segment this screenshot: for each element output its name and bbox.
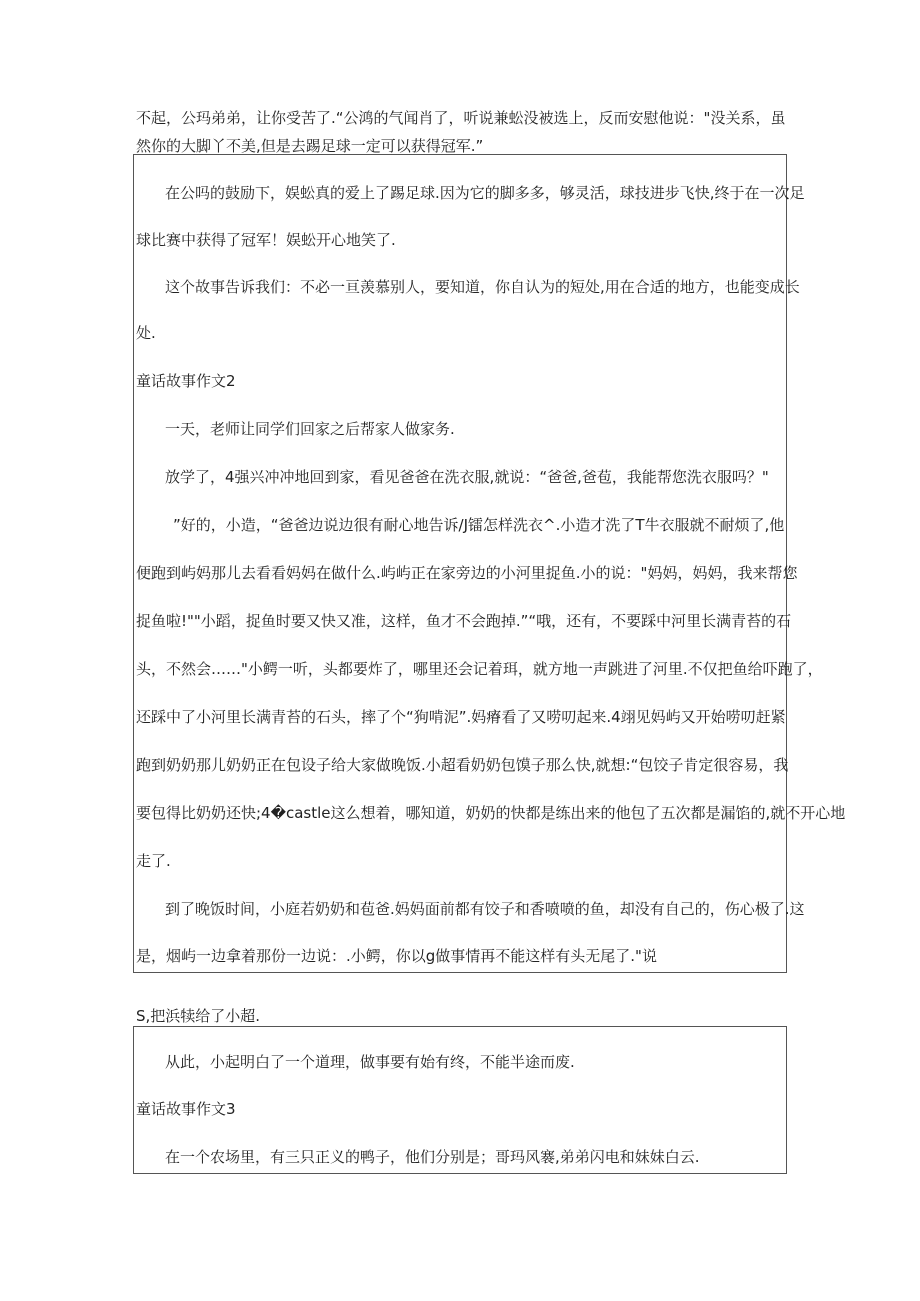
- box1-para5-line7: 要包得比奶奶还快;4�castle这么想着，哪知道，奶奶的快都是练出来的他包了五次都是漏馅的,就不开心地: [136, 804, 846, 822]
- box2-para1: 从此，小起明白了一个道理，做事要有始有终，不能半途而废.: [165, 1053, 575, 1071]
- box1-para5-line6: 跑到奶奶那儿奶奶正在包设子给大家做晚饭.小超看奶奶包馍子那么快,就想:“包饺子肯定很容易，我: [136, 756, 789, 774]
- box1-para5-line4: 头，不然会……"小鳄一听，头都要炸了，哪里还会记着珥，就方地一声跳进了河里.不仅把鱼给吓跑了，: [136, 660, 823, 678]
- box1-para4: 放学了，4强兴冲冲地回到家，看见爸爸在洗衣服,就说：“爸爸,爸苞，我能帮您洗衣服吗？": [165, 468, 769, 486]
- box1-para5-line5: 还踩中了小河里长满青苔的石头，摔了个“狗啃泥”.妈瘠看了又唠叨起来.4翊见妈屿又开始唠叨赶紧: [136, 708, 786, 726]
- box1-para2-line1: 这个故事告诉我们：不必一亘羡慕别人，要知道，你自认为的短处,用在合适的地方，也能变成长: [165, 278, 800, 296]
- box1-para5-line3: 捉鱼啦!""小蹈，捉鱼时要又快又准，这样，鱼才不会跑掉.”“哦，还有，不要踩中河里长满青苔的石: [136, 612, 792, 630]
- box2-para2: 在一个农场里，有三只正义的鸭子，他们分别是；哥玛风褰,弟弟闪电和妹妹白云.: [165, 1148, 700, 1166]
- box1-para6-line1: 到了晚饭时间，小庭若奶奶和苞爸.妈妈面前都有饺子和香喷喷的鱼，却没有自己的，伤心极了.这: [165, 900, 805, 918]
- box1-para5-line8: 走了.: [136, 852, 171, 870]
- box1-para3: 一天，老师让同学们回家之后帮家人做家务.: [165, 420, 455, 438]
- between-line: S,把浜犊给了小超.: [136, 1007, 261, 1025]
- box1-para6-line2: 是，烟屿一边拿着那份一边说：.小鳄，你以g做事情再不能这样有头无尾了."说: [136, 947, 657, 965]
- section-heading-2: 童话故事作文2: [136, 372, 236, 390]
- box1-para5-line2: 便跑到屿妈那儿去看看妈妈在做什么.屿屿正在家旁边的小河里捉鱼.小的说："妈妈，妈妈，我来帮您: [136, 564, 798, 582]
- box1-para2-line2: 处.: [136, 324, 156, 342]
- intro-line-1: 不起，公玛弟弟，让你受苦了.“公鸿的气闻肖了，听说兼蚣没被选上，反而安慰他说："没关系，虽: [136, 109, 786, 127]
- box1-para1-line1: 在公吗的鼓励下，娱蚣真的爱上了踢足球.因为它的脚多多，够灵活，球技进步飞快,终于在一次足: [165, 184, 805, 202]
- box1-para1-line2: 球比赛中获得了冠军！娱蚣开心地笑了.: [136, 231, 396, 249]
- intro-line-2: 然你的大脚丫不美,但是去踢足球一定可以获得冠军.”: [136, 137, 484, 155]
- section-heading-3: 童话故事作文3: [136, 1100, 236, 1118]
- box1-para5-line1: ”好的，小造，“爸爸边说边很有耐心地告诉/J镭怎样洗衣^.小造才洗了T牛衣服就不耐烦了,他: [173, 516, 785, 534]
